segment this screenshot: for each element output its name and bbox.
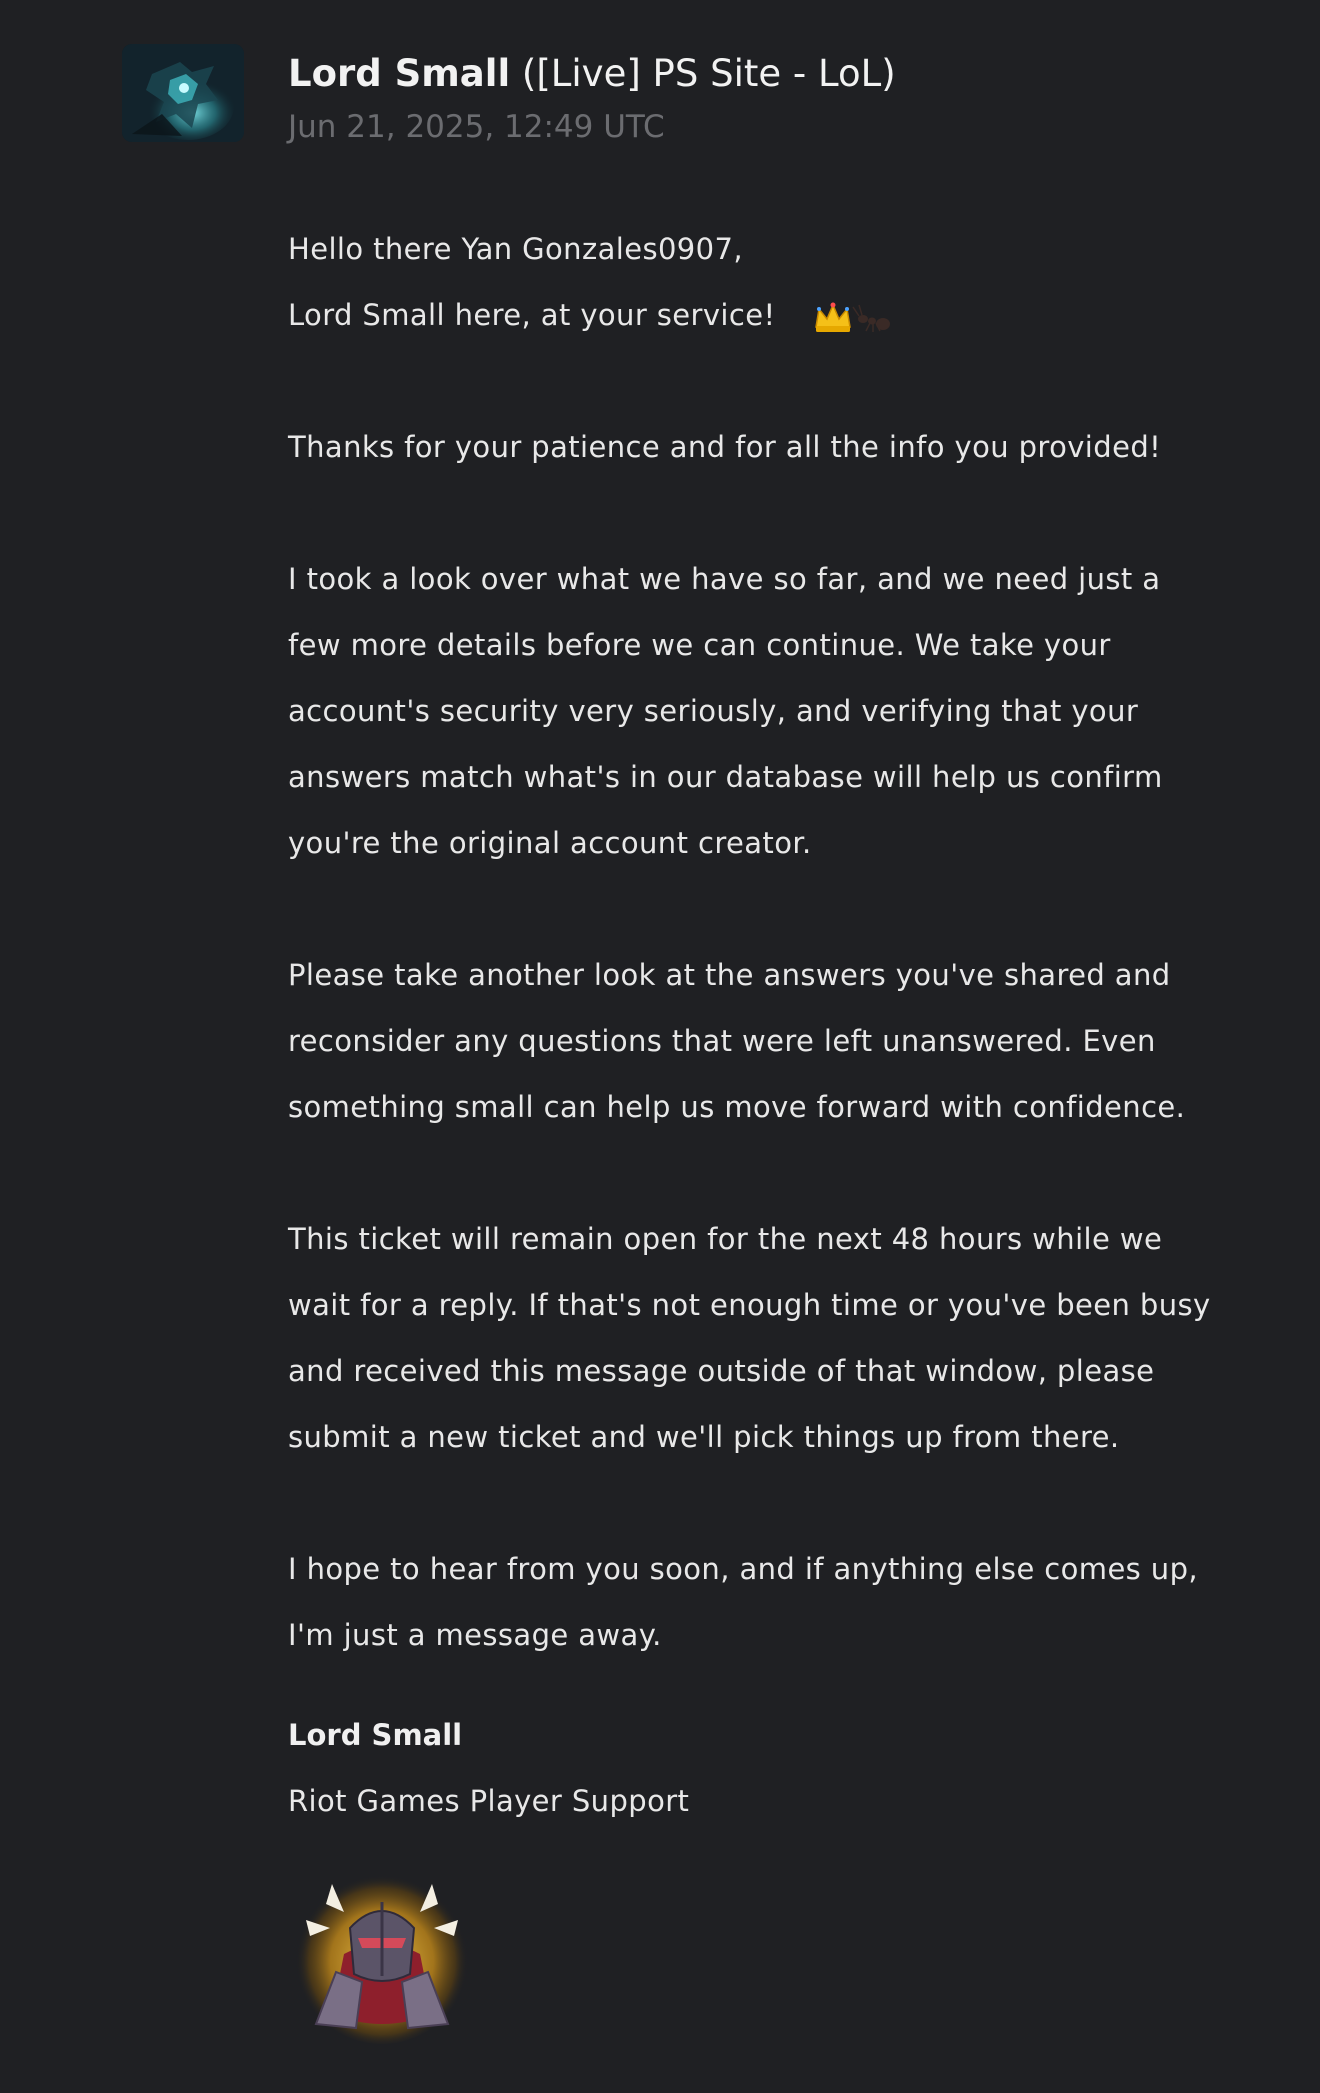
author-avatar	[122, 44, 244, 142]
author-name: Lord Small	[288, 52, 511, 95]
message-timestamp: Jun 21, 2025, 12:49 UTC	[288, 109, 665, 145]
paragraph-line: reconsider any questions that were left unanswered. Even	[288, 1024, 1156, 1058]
signature-name: Lord Small	[288, 1718, 463, 1752]
paragraph-line: and received this message outside of that window, please	[288, 1354, 1155, 1388]
paragraph-line: something small can help us move forward with confidence.	[288, 1090, 1186, 1124]
paragraph-line: wait for a reply. If that's not enough time or you've been busy	[288, 1288, 1211, 1322]
author-line	[288, 48, 1280, 100]
ant-emoji	[853, 305, 890, 332]
paragraph-line	[288, 282, 1288, 348]
greeting-text: Lord Small here, at your service!	[288, 298, 776, 332]
paragraph-line: few more details before we can continue. We take your	[288, 628, 1111, 662]
champion-portrait-icon	[122, 44, 244, 142]
paragraph-line: you're the original account creator.	[288, 826, 812, 860]
author-source: ([Live] PS Site - LoL)	[521, 52, 896, 95]
paragraph-line: Please take another look at the answers you've shared and	[288, 958, 1171, 992]
signature-team: Riot Games Player Support	[288, 1784, 690, 1818]
paragraph-line: I hope to hear from you soon, and if anything else comes up,	[288, 1552, 1199, 1586]
paragraph-line: I'm just a message away.	[288, 1618, 662, 1652]
champion-emote-badge-icon	[292, 1864, 472, 2044]
paragraph-line: I took a look over what we have so far, and we need just a	[288, 562, 1161, 596]
paragraph-line: account's security very seriously, and verifying that your	[288, 694, 1139, 728]
paragraph-line: Thanks for your patience and for all the info you provided!	[288, 430, 1162, 464]
signature-badge	[292, 1864, 472, 2044]
message-header	[288, 48, 1280, 148]
paragraph-line: answers match what's in our database will help us confirm	[288, 760, 1163, 794]
paragraph-line: Hello there Yan Gonzales0907,	[288, 232, 743, 266]
paragraph-line: This ticket will remain open for the next 48 hours while we	[288, 1222, 1163, 1256]
crown-ant-emoji-icon	[813, 297, 893, 337]
message-body	[288, 216, 1288, 2044]
paragraph-line: submit a new ticket and we'll pick things up from there.	[288, 1420, 1120, 1454]
crown-emoji	[816, 303, 850, 333]
